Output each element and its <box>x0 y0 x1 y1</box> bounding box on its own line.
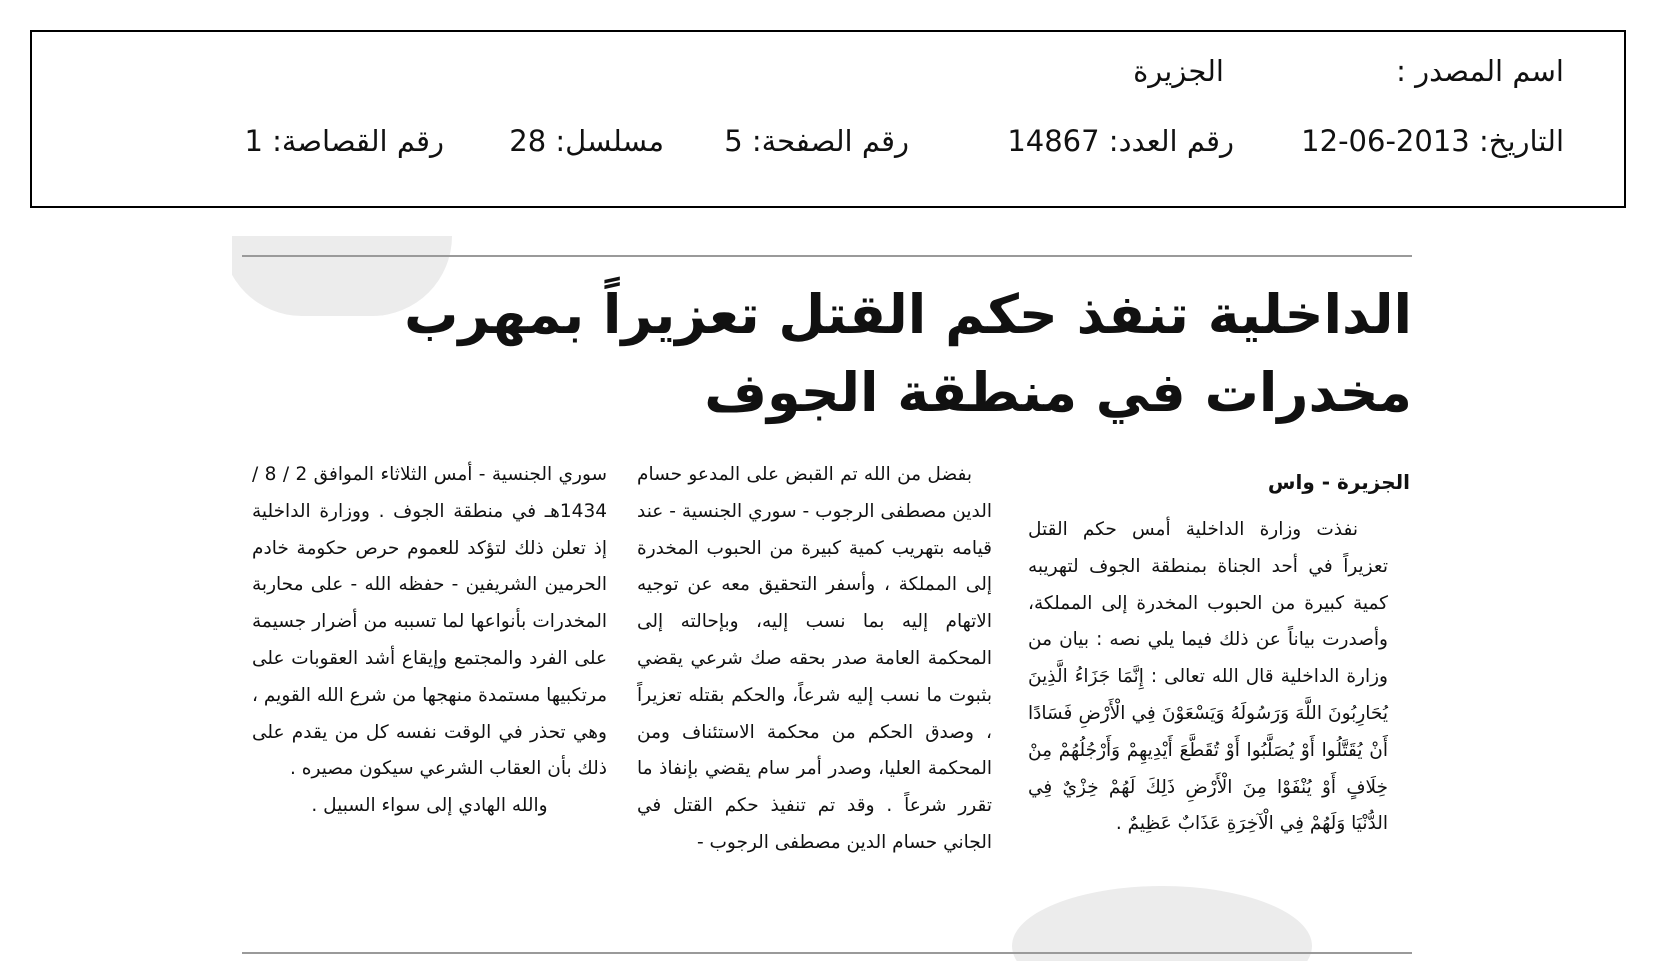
watermark-shape <box>1012 886 1312 961</box>
article-headline: الداخلية تنفذ حكم القتل تعزيراً بمهرب مخدرات في منطقة الجوف <box>404 283 1412 424</box>
source-value: الجزيرة <box>1133 54 1224 88</box>
source-info-box <box>30 30 1626 208</box>
date-field: التاريخ: 2013-06-12 <box>1301 124 1564 158</box>
article-column-middle <box>637 457 992 862</box>
column-text: سوري الجنسية - أمس الثلاثاء الموافق 2 / 8 / 1434هـ في منطقة الجوف . ووزارة الداخلية إذ تعلن ذلك لتؤكد للعموم حرص حكومة خادم الحرمين الشريفين - حفظه الله - على محاربة المخدرات بأنواعها لما تسببه من أضرار جسيمة على الفرد والمجتمع وإيقاع أشد العقوبات على مرتكبيها مستمدة منهجها من شرع الله القويم ، وهي تحذر في الوقت نفسه كل من يقدم على ذلك بأن العقاب الشرعي سيكون مصيره . <box>252 464 608 780</box>
publication-details-row <box>32 124 1624 164</box>
issue-number-field: رقم العدد: 14867 <box>1007 124 1234 158</box>
source-row <box>32 54 1624 94</box>
source-label: اسم المصدر : <box>1396 54 1564 88</box>
newspaper-clipping <box>232 236 1422 961</box>
article-column-right <box>1028 512 1388 843</box>
page-number-field: رقم الصفحة: 5 <box>724 124 909 158</box>
column-text: بفضل من الله تم القبض على المدعو حسام الدين مصطفى الرجوب - سوري الجنسية - عند قيامه بتهريب كمية كبيرة من الحبوب المخدرة إلى المملكة ، وأسفر التحقيق معه عن توجيه الاتهام إليه بما نسب إليه، وبإحالته إلى المحكمة العامة صدر بحقه صك شرعي يقضي بثبوت ما نسب إليه شرعاً، والحكم بقتله تعزيراً ، وصدق الحكم من محكمة الاستئناف ومن المحكمة العليا، وصدر أمر سام يقضي بإنفاذ ما تقرر شرعاً . وقد تم تنفيذ حكم القتل في الجاني حسام الدين مصطفى الرجوب - <box>637 464 992 853</box>
bottom-divider <box>242 952 1412 954</box>
top-divider <box>242 255 1412 257</box>
closing-line: والله الهادي إلى سواء السبيل . <box>311 795 548 817</box>
column-text: نفذت وزارة الداخلية أمس حكم القتل تعزيراً في أحد الجناة بمنطقة الجوف لتهريبه كمية كبيرة من الحبوب المخدرة إلى المملكة، وأصدرت بياناً عن ذلك فيما يلي نصه : بيان من وزارة الداخلية قال الله تعالى : إِنَّمَا جَزَاءُ الَّذِينَ يُحَارِبُونَ اللَّهَ وَرَسُولَهُ وَيَسْعَوْنَ فِي الْأَرْضِ فَسَادًا أَنْ يُقَتَّلُوا أَوْ يُصَلَّبُوا أَوْ تُقَطَّعَ أَيْدِيهِمْ وَأَرْجُلُهُمْ مِنْ خِلَافٍ أَوْ يُنْفَوْا مِنَ الْأَرْضِ ذَلِكَ لَهُمْ خِزْيٌ فِي الدُّنْيَا وَلَهُمْ فِي الْآخِرَةِ عَذَابٌ عَظِيمٌ . <box>1028 519 1388 835</box>
article-column-left <box>252 457 607 825</box>
serial-number-field: مسلسل: 28 <box>509 124 664 158</box>
clipping-number-field: رقم القصاصة: 1 <box>244 124 444 158</box>
article-byline: الجزيرة - واس <box>1267 470 1410 494</box>
